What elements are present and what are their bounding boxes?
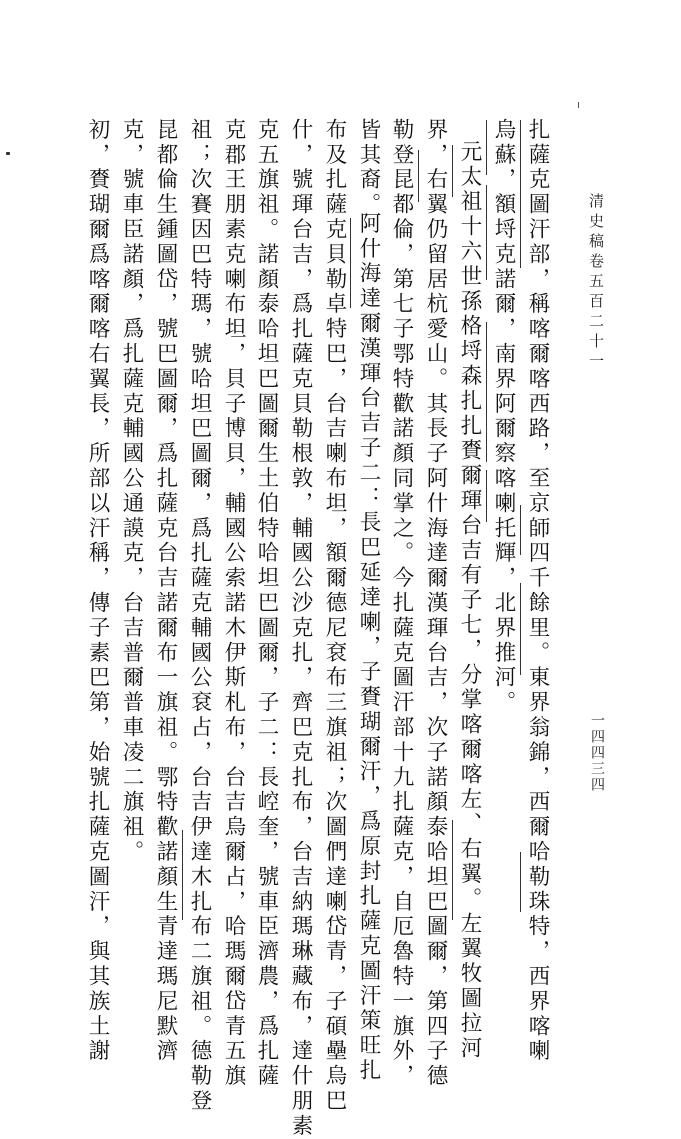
name-underline-mark	[520, 505, 521, 555]
text-column-1: 扎薩克圖汗部，稱喀爾喀西路，至京師四千餘里。東界翁錦，西爾哈勒珠特，西界喀喇	[525, 118, 550, 1065]
name-underline-mark	[486, 120, 487, 175]
name-underline-mark	[418, 150, 419, 202]
name-underline-mark	[486, 322, 487, 462]
name-underline-mark	[486, 185, 487, 280]
header-rule-top	[578, 102, 579, 108]
text-column-2: 烏蘇，額埒克諾爾，南界阿爾察喀喇托輝，北界推河。	[491, 118, 516, 716]
text-column-6: 皆其裔。	[356, 118, 381, 218]
text-column-15: 初，賚瑚爾爲喀爾喀右翼長，所部以汗稱，傳子素巴第，始號扎薩克圖汗，與其族土謝	[85, 118, 110, 1065]
text-column-3: 元太祖十六世孫格埒森扎扎賚爾琿台吉有子七，分掌喀爾喀左、右翼。左翼牧圖拉河	[457, 140, 482, 1062]
text-column-10: 克五旗祖。諾顏泰哈坦巴圖爾生土伯特哈坦巴圖爾，子二：長崆奎，號車臣濟農，爲扎薩	[254, 118, 279, 1090]
text-column-5: 勒登昆都倫，第七子鄂特歡諾顏同掌之。今扎薩克圖汗部十九扎薩克，自厄魯特一旗外，	[389, 118, 414, 1090]
name-underline-mark	[520, 583, 521, 675]
text-column-4: 界，右翼仍留居杭愛山。其長子阿什海達爾漢琿台吉，次子諾顏泰哈坦巴圖爾，第四子德	[423, 118, 448, 1090]
name-underline-mark	[520, 852, 521, 912]
text-column-11: 克郡王朋素克喇布坦，貝子博貝，輔國公索諾木伊斯札布，台吉烏爾占，哈瑪爾岱青五旗	[221, 118, 246, 1090]
name-underline-mark	[182, 830, 183, 920]
text-column-12: 祖；次賽因巴特瑪，號哈坦巴圖爾，爲扎薩克輔國公袞占，台吉伊達木扎布二旗祖。德勒登	[187, 118, 212, 1114]
text-column-7: 阿什海達爾漢琿台吉子二：長巴延達喇，子賚瑚爾汗，爲原封扎薩克圖汗策旺扎	[356, 212, 381, 1084]
text-column-14: 克，號車臣諾顏，爲扎薩克輔國公通謨克，台吉普爾普車凌二旗祖。	[119, 118, 144, 865]
name-underline-mark	[486, 470, 487, 522]
name-underline-mark	[520, 120, 521, 268]
name-underline-mark	[452, 145, 453, 197]
name-underline-mark	[452, 820, 453, 920]
name-underline-mark	[350, 218, 351, 308]
stray-ink-dot	[6, 152, 10, 155]
page-number: 一四四三四	[589, 713, 605, 793]
text-column-9: 什，號琿台吉，爲扎薩克貝勒根敦，輔國公沙克扎，齊巴克扎布，台吉納瑪琳藏布，達什朋素	[288, 118, 313, 1139]
text-column-8: 布及扎薩克貝勒卓特巴，台吉喇布坦，額爾德尼袞布三旗祖；次圖們達喇岱青，子碩壘烏巴	[322, 118, 347, 1114]
running-header-title: 清史稿卷五百二十一	[587, 193, 605, 373]
text-column-13: 昆都倫生鍾圖岱，號巴圖爾，爲扎薩克台吉諾爾布一旗祖。鄂特歡諾顏生青達瑪尼默濟	[153, 118, 178, 1065]
